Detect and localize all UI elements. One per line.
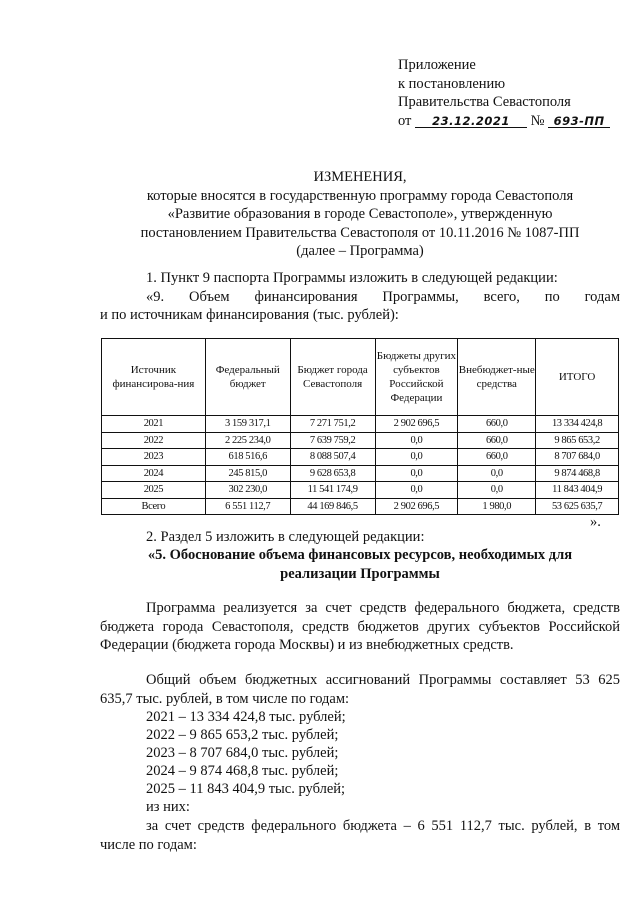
table-cell: 2021 — [102, 416, 206, 433]
table-cell: 2024 — [102, 465, 206, 482]
appendix-line3: Правительства Севастополя — [398, 94, 571, 110]
table-cell: 2 902 696,5 — [375, 498, 458, 515]
item1-quote-line1: «9. Объем финансирования Программы, всего, по годам — [146, 289, 620, 305]
header-extrabudget: Внебюджет-ные средства — [458, 339, 536, 416]
number-underline — [548, 112, 610, 128]
table-row — [102, 465, 619, 482]
section5-title-line2: реализации Программы — [280, 565, 440, 582]
table-end-quote: ». — [590, 514, 601, 530]
heading-line4: (далее – Программа) — [296, 243, 424, 259]
header-federal: Федеральный бюджет — [205, 339, 290, 416]
header-total: ИТОГО — [536, 339, 619, 416]
table-cell: 302 230,0 — [205, 482, 290, 499]
table-cell: 3 159 317,1 — [205, 416, 290, 433]
section5-title-line1: «5. Обоснование объема финансовых ресурсов, необходимых для — [147, 547, 573, 563]
section5-title — [100, 546, 620, 583]
table-header-row — [102, 339, 619, 416]
table-cell: 44 169 846,5 — [290, 498, 375, 515]
table-cell: 8 088 507,4 — [290, 449, 375, 466]
year-line: 2023 – 8 707 684,0 тыс. рублей; — [146, 745, 339, 761]
table-cell: 660,0 — [458, 432, 536, 449]
financing-table — [101, 338, 619, 515]
table-row — [102, 432, 619, 449]
table-row — [102, 449, 619, 466]
changes-heading — [100, 168, 620, 261]
table-cell: 9 865 653,2 — [536, 432, 619, 449]
table-cell: 2025 — [102, 482, 206, 499]
header-other-subjects: Бюджеты других субъектов Российской Федерации — [375, 339, 458, 416]
section5-para1: Программа реализуется за счет средств федерального бюджета, средств бюджета города Севастополя, средств бюджетов других субъектов Российской Федерации (бюджета города Москвы) и из внебюджетных средств. — [100, 600, 620, 653]
table-cell: 2022 — [102, 432, 206, 449]
number-prefix: № — [530, 112, 545, 129]
appendix-block — [398, 56, 628, 130]
table-row — [102, 416, 619, 433]
date-value: 23.12.2021 — [432, 113, 510, 128]
appendix-date-line — [398, 112, 628, 131]
year-line: 2025 – 11 843 404,9 тыс. рублей; — [146, 781, 346, 797]
table-cell: 9 628 653,8 — [290, 465, 375, 482]
heading-line1: которые вносятся в государственную программу города Севастополя — [146, 187, 574, 204]
table-cell: Всего — [102, 498, 206, 515]
appendix-line1: Приложение — [398, 57, 476, 73]
table-cell: 660,0 — [458, 449, 536, 466]
heading-line2: «Развитие образования в городе Севастополе», утвержденную — [167, 206, 553, 222]
appendix-line2: к постановлению — [398, 75, 506, 92]
table-cell: 9 874 468,8 — [536, 465, 619, 482]
table-cell: 11 541 174,9 — [290, 482, 375, 499]
of-them-line: из них: — [146, 799, 190, 815]
table-cell: 0,0 — [375, 465, 458, 482]
heading-line3: постановлением Правительства Севастополя от 10.11.2016 № 1087-ПП — [140, 224, 580, 241]
date-prefix: от — [398, 112, 412, 129]
table-row-total — [102, 498, 619, 515]
table-cell: 0,0 — [375, 432, 458, 449]
table-cell: 2023 — [102, 449, 206, 466]
heading-title: ИЗМЕНЕНИЯ, — [313, 169, 407, 185]
table-cell: 0,0 — [375, 482, 458, 499]
section5-para2: Общий объем бюджетных ассигнований Программы составляет 53 625 635,7 тыс. рублей, в том числе по годам: — [100, 672, 620, 707]
table-cell: 7 271 751,2 — [290, 416, 375, 433]
year-line: 2024 – 9 874 468,8 тыс. рублей; — [146, 763, 339, 779]
table-cell: 53 625 635,7 — [536, 498, 619, 515]
table-row — [102, 482, 619, 499]
header-source: Источник финансирова-ния — [102, 339, 206, 416]
table-cell: 2 225 234,0 — [205, 432, 290, 449]
table-cell: 6 551 112,7 — [205, 498, 290, 515]
year-line: 2021 – 13 334 424,8 тыс. рублей; — [146, 709, 346, 725]
table-cell: 1 980,0 — [458, 498, 536, 515]
header-city: Бюджет города Севастополя — [290, 339, 375, 416]
item1-text: 1. Пункт 9 паспорта Программы изложить в следующей редакции: — [146, 270, 558, 286]
table-cell: 2 902 696,5 — [375, 416, 458, 433]
date-underline — [415, 112, 527, 128]
table-cell: 13 334 424,8 — [536, 416, 619, 433]
item2-text: 2. Раздел 5 изложить в следующей редакции: — [146, 529, 425, 545]
table-cell: 0,0 — [375, 449, 458, 466]
section5-para3: за счет средств федерального бюджета – 6 551 112,7 тыс. рублей, в том числе по годам: — [100, 818, 620, 853]
table-cell: 11 843 404,9 — [536, 482, 619, 499]
table-cell: 660,0 — [458, 416, 536, 433]
table-cell: 7 639 759,2 — [290, 432, 375, 449]
item1-quote-line2: и по источникам финансирования (тыс. рублей): — [100, 307, 399, 323]
table-cell: 0,0 — [458, 482, 536, 499]
table-cell: 618 516,6 — [205, 449, 290, 466]
table-cell: 8 707 684,0 — [536, 449, 619, 466]
number-value: 693-ПП — [553, 113, 605, 128]
table-cell: 245 815,0 — [205, 465, 290, 482]
table-cell: 0,0 — [458, 465, 536, 482]
year-line: 2022 – 9 865 653,2 тыс. рублей; — [146, 727, 339, 743]
